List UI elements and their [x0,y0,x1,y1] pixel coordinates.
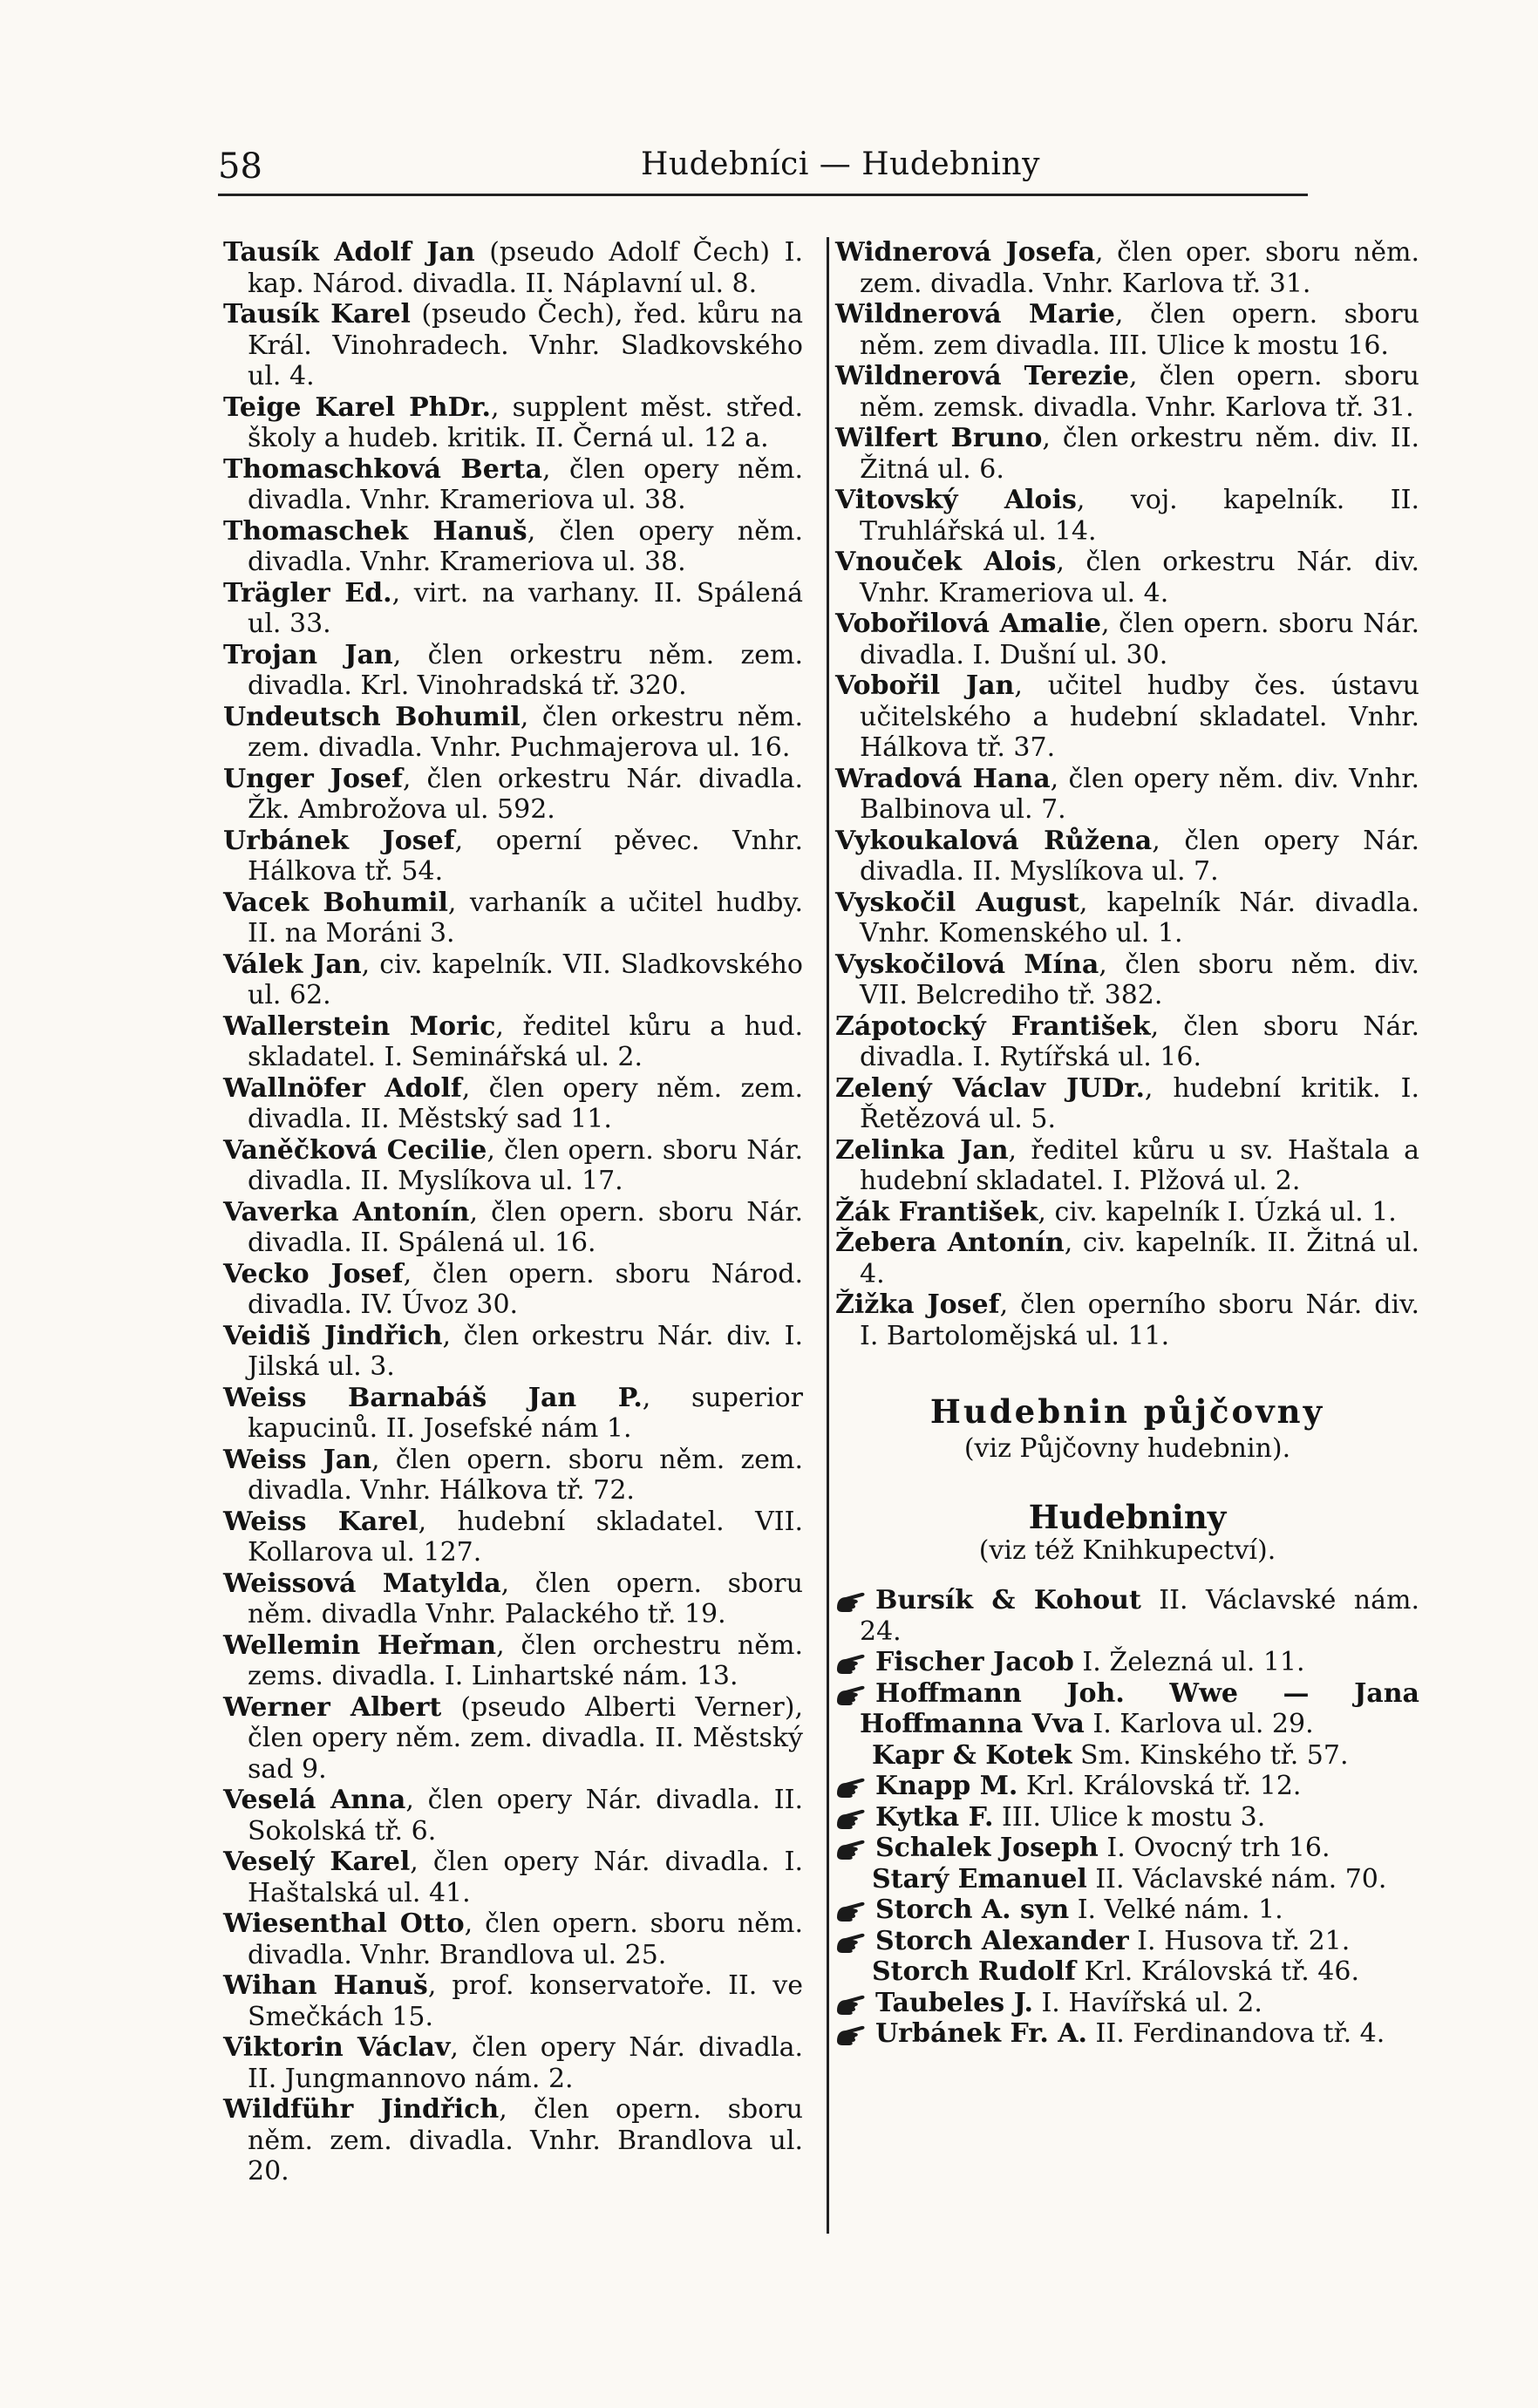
pointing-hand-icon [835,1838,872,1860]
entry-name: Vaněčková Cecilie [223,1134,487,1166]
entry-name: Trägler Ed. [223,577,392,609]
entry-details: , člen opery Nár. divadla. II. Jungmannovo nám. 2. [248,2032,803,2094]
directory-entry [835,670,1419,764]
entry-details: Sm. Kinského tř. 57. [1072,1739,1349,1771]
entry-name: Viktorin Václav [223,2032,451,2063]
entry-name: Žebera Antonín [835,1228,1065,1258]
directory-entry [223,1321,803,1383]
entry-details: Krl. Královská tř. 46. [1075,1956,1359,1987]
directory-entry [223,1970,803,2032]
entry-name: Zelinka Jan [835,1134,1009,1166]
entry-name: Starý Emanuel [872,1863,1087,1894]
entry-details: , člen orkestru Nár. divadla. Žk. Ambrožova ul. 592. [248,763,804,825]
entry-name: Storch Alexander [875,1925,1129,1956]
entry-name: Vyskočil August [835,887,1079,918]
directory-entry [835,1802,1419,1833]
entry-details: , hudební kritik. I. Řetězová ul. 5. [860,1072,1420,1134]
entry-details: I. Velké nám. 1. [1069,1894,1283,1925]
entry-name: Vobořilová Amalie [835,609,1101,639]
entry-details: , ředitel kůru u sv. Haštala a hudební skladatel. I. Plžová ul. 2. [860,1134,1419,1196]
directory-entry [223,1507,803,1568]
entry-name: Storch Rudolf [872,1956,1076,1987]
entry-name: Vaverka Antonín [223,1196,470,1228]
entry-details: , člen opery Nár. divadla. II. Sokolská tř. 6. [248,1785,803,1847]
entry-details: , člen opern. sboru něm. divadla. Vnhr. Brandlova ul. 25. [248,1908,803,1970]
directory-entry [223,1073,803,1135]
directory-entry [835,1135,1419,1197]
entry-name: Urbánek Fr. A. [875,2018,1087,2049]
pointing-hand-icon [835,1900,872,1922]
entry-name: Unger Josef [223,763,403,794]
section-title-rental: Hudebnin půjčovny [929,1392,1325,1431]
entry-details: , člen opery něm. zem. divadla. II. Městský sad 11. [248,1072,803,1134]
entry-name: Undeutsch Bohumil [223,701,521,732]
entry-details: , operní pěvec. Vnhr. Hálkova tř. 54. [248,825,803,887]
directory-entry [223,1259,803,1321]
entry-name: Schalek Joseph [875,1833,1099,1863]
entry-name: Weissová Matylda [223,1568,501,1599]
entry-name: Wildführ Jindřich [223,2094,500,2125]
entry-details: , člen sboru něm. div. VII. Belcrediho tř. 382. [860,949,1419,1010]
directory-entry [223,299,803,392]
entry-name: Vyskočilová Mína [835,949,1099,980]
header-rule [218,194,1308,196]
entry-name: Urbánek Josef [223,825,455,856]
directory-entry [835,361,1419,423]
directory-entry [835,1740,1419,1772]
entry-details: , člen orkestru něm. zem. divadla. Krl. Vinohradská tř. 320. [248,639,804,701]
pointing-hand-icon [835,1807,872,1830]
right-entries [835,237,1419,1351]
entry-details: (pseudo Adolf Čech) I. kap. Národ. divadla. II. Náplavní ul. 8. [248,237,803,299]
entry-name: Tausík Adolf Jan [223,237,475,268]
entry-name: Taubeles J. [875,1987,1033,2018]
entry-details: (pseudo Alberti Verner), člen opery něm. zem. divadla. II. Městský sad 9. [248,1691,803,1785]
pointing-hand-icon [835,1776,872,1799]
directory-entry [835,1678,1419,1740]
entry-name: Vnouček Alois [835,547,1057,577]
entry-name: Vecko Josef [223,1258,404,1289]
entry-name: Thomaschek Hanuš [223,515,527,547]
entry-details: , člen opern. sboru Národ. divadla. IV. Úvoz 30. [248,1258,803,1320]
entry-name: Thomaschková Berta [223,453,542,485]
directory-entry [835,1956,1419,1988]
directory-entry [835,1228,1419,1289]
entry-details: I. Ovocný trh 16. [1098,1833,1330,1863]
entry-name: Vitovský Alois [835,485,1077,515]
entry-name: Zelený Václav JUDr. [835,1072,1145,1104]
pointing-hand-icon [835,1652,872,1675]
entry-details: , člen opern. sboru něm. zem divadla. III. Ulice k mostu 16. [860,299,1419,361]
entry-details: , civ. kapelník. VII. Sladkovského ul. 62. [248,949,803,1010]
entry-name: Vykoukalová Růžena [835,825,1153,856]
directory-entry [223,1908,803,1970]
entry-details: , člen orkestru něm. zem. divadla. Vnhr. Puchmajerova ul. 16. [248,701,803,763]
entry-name: Wilfert Bruno [835,423,1043,453]
entry-name: Teige Karel PhDr. [223,391,492,423]
column-divider [827,237,829,2234]
directory-entry [223,578,803,640]
entry-name: Veselý Karel [223,1847,411,1877]
entry-details: III. Ulice k mostu 3. [993,1801,1266,1833]
directory-entry [223,949,803,1011]
directory-entry [835,485,1419,547]
directory-entry [835,764,1419,826]
directory-entry [223,640,803,702]
entry-details: , prof. konservatoře. II. ve Smečkách 15. [248,1970,803,2032]
directory-entry [223,1135,803,1197]
entry-name: Kapr & Kotek [872,1739,1072,1771]
directory-entry [835,2018,1419,2050]
entry-details: II. Václavské nám. 70. [1086,1863,1387,1894]
entry-details: , člen opern. sboru Nár. divadla. II. Spálená ul. 16. [248,1196,803,1258]
directory-entry [835,1926,1419,1957]
entry-details: , supplent měst. střed. školy a hudeb. kritik. II. Černá ul. 12 a. [248,391,803,453]
entry-details: , člen opery něm. div. Vnhr. Balbinova ul. 7. [860,763,1419,825]
entry-name: Widnerová Josefa [835,237,1096,268]
directory-entry [835,547,1419,609]
directory-entry [223,1568,803,1630]
entry-details: , ředitel kůru a hud. skladatel. I. Seminářská ul. 2. [248,1010,803,1072]
entry-details: , člen orkestru Nár. div. Vnhr. Krameriova ul. 4. [860,547,1419,609]
running-head: Hudebníci — Hudebniny [641,146,1040,182]
pointing-hand-icon [835,1931,872,1954]
entry-name: Bursík & Kohout [875,1585,1141,1616]
directory-entry [223,516,803,578]
directory-entry [835,1988,1419,2019]
entry-details: Krl. Královská tř. 12. [1017,1771,1302,1801]
directory-entry [835,1894,1419,1926]
entry-name: Wihan Hanuš [223,1970,428,2001]
entry-name: Trojan Jan [223,639,393,670]
section-note-music: (viz též Knihkupectví). [978,1534,1276,1566]
directory-entry [223,2094,803,2187]
directory-entry [835,1647,1419,1678]
entry-name: Wildnerová Terezie [835,361,1129,391]
music-entries [835,1585,1419,2050]
entry-name: Wradová Hana [835,763,1051,794]
right-column [835,237,1419,2050]
left-column [223,237,803,2187]
pointing-hand-icon [835,1684,872,1706]
entry-details: , virt. na varhany. II. Spálená ul. 33. [248,577,803,639]
directory-entry [223,702,803,764]
entry-details: I. Karlova ul. 29. [1084,1709,1314,1739]
entry-details: , člen opern. sboru něm. zem. divadla. Vnhr. Brandlova ul. 20. [248,2094,803,2187]
entry-details: , voj. kapelník. II. Truhlářská ul. 14. [860,485,1419,547]
entry-name: Vobořil Jan [835,670,1015,701]
entry-details: , člen opern. sboru Nár. divadla. I. Dušní ul. 30. [860,609,1420,670]
directory-entry [835,1289,1419,1351]
entry-name: Kytka F. [875,1801,994,1833]
entry-details: II. Ferdinandova tř. 4. [1086,2018,1385,2049]
entry-details: , hudební skladatel. VII. Kollarova ul. 127. [248,1506,803,1568]
entry-details: I. Havířská ul. 2. [1032,1987,1262,2018]
directory-entry [835,423,1419,485]
entry-name: Hoffmann Joh. Wwe — Jana Hoffmanna Vva [860,1677,1419,1739]
directory-entry [223,454,803,516]
directory-entry [835,1011,1419,1073]
entry-details: I. Železná ul. 11. [1073,1647,1305,1677]
directory-entry [835,1197,1419,1228]
directory-entry [223,392,803,454]
entry-details: , člen oper. sboru něm. zem. divadla. Vnhr. Karlova tř. 31. [860,237,1419,299]
entry-details: , člen opery něm. divadla. Vnhr. Krameriova ul. 38. [248,515,803,577]
entry-name: Fischer Jacob [875,1647,1074,1677]
directory-entry [223,1197,803,1259]
directory-entry [223,1011,803,1073]
entry-details: , civ. kapelník. II. Žitná ul. 4. [860,1228,1419,1289]
section-title-music: Hudebniny [1028,1498,1227,1536]
entry-name: Žižka Josef [835,1289,1000,1320]
entry-details: , varhaník a učitel hudby. II. na Moráni 3. [248,887,804,949]
entry-details: , člen opern. sboru něm. divadla Vnhr. Palackého tř. 19. [248,1568,803,1629]
directory-entry [835,237,1419,299]
directory-entry [835,826,1419,888]
directory-entry [835,299,1419,361]
entry-details: , člen orkestru něm. div. II. Žitná ul. 6. [860,423,1420,485]
entry-details: , člen orkestru Nár. div. I. Jilská ul. 3. [248,1320,803,1382]
entry-details: , člen sboru Nár. divadla. I. Rytířská ul. 16. [860,1010,1419,1072]
entry-name: Žák František [835,1196,1038,1228]
directory-entry [835,1771,1419,1802]
entry-name: Knapp M. [875,1771,1018,1801]
entry-name: Weiss Barnabáš Jan P. [223,1382,643,1413]
directory-entry [835,1073,1419,1135]
pointing-hand-icon [835,1590,872,1613]
entry-name: Tausík Karel [223,299,411,330]
directory-entry [835,949,1419,1011]
directory-entry [835,609,1419,670]
entry-name: Weiss Karel [223,1506,419,1537]
entry-details: , civ. kapelník I. Úzká ul. 1. [1038,1196,1397,1228]
page-number: 58 [218,146,262,187]
directory-entry [223,237,803,299]
entry-name: Wallerstein Moric [223,1010,496,1042]
directory-entry [223,1445,803,1507]
directory-entry [223,826,803,888]
entry-details: , člen operního sboru Nár. div. I. Bartolomějská ul. 11. [860,1289,1419,1351]
directory-entry [223,1847,803,1908]
entry-name: Weiss Jan [223,1444,372,1475]
entry-name: Veselá Anna [223,1785,406,1815]
entry-name: Werner Albert [223,1691,442,1723]
directory-entry [835,1864,1419,1895]
directory-entry [223,764,803,826]
entry-name: Veidiš Jindřich [223,1320,443,1351]
entry-details: , člen opery Nár. divadla. I. Haštalská ul. 41. [248,1847,803,1908]
directory-entry [223,1383,803,1445]
entry-name: Wallnöfer Adolf [223,1072,462,1104]
entry-name: Wiesenthal Otto [223,1908,465,1939]
pointing-hand-icon [835,2024,872,2046]
entry-details: , člen opery Nár. divadla. II. Myslíkova ul. 7. [860,825,1419,887]
directory-entry [223,1692,803,1786]
directory-entry [223,2032,803,2094]
entry-name: Válek Jan [223,949,362,980]
entry-details: , učitel hudby čes. ústavu učitelského a hudební skladatel. Vnhr. Hálkova tř. 37. [860,670,1419,763]
entry-details: I. Husova tř. 21. [1128,1925,1351,1956]
directory-entry [223,888,803,949]
directory-entry [835,888,1419,949]
entry-details: , kapelník Nár. divadla. Vnhr. Komenského ul. 1. [860,887,1419,949]
pointing-hand-icon [835,1993,872,2016]
directory-entry [223,1630,803,1692]
entry-details: , člen orchestru něm. zems. divadla. I. Linhartské nám. 13. [248,1629,803,1691]
entry-details: II. Václavské nám. 24. [860,1585,1419,1647]
entry-details: , člen opery něm. divadla. Vnhr. Krameriova ul. 38. [248,453,803,515]
entry-name: Wellemin Heřman [223,1629,497,1661]
entry-details: , člen opern. sboru něm. zemsk. divadla. Vnhr. Karlova tř. 31. [860,361,1419,423]
entry-name: Storch A. syn [875,1894,1070,1925]
entry-details: , člen opern. sboru Nár. divadla. II. Myslíkova ul. 17. [248,1134,803,1196]
directory-entry [835,1833,1419,1864]
section-note-rental: (viz Půjčovny hudebnin). [963,1432,1291,1464]
entry-details: , člen opern. sboru něm. zem. divadla. Vnhr. Hálkova tř. 72. [248,1444,803,1506]
entry-details: , superior kapucinů. II. Josefské nám 1. [248,1382,803,1444]
directory-entry [223,1785,803,1847]
entry-details: (pseudo Čech), řed. kůru na Král. Vinohradech. Vnhr. Sladkovského ul. 4. [248,299,803,391]
entry-name: Wildnerová Marie [835,299,1115,330]
directory-entry [835,1585,1419,1647]
entry-name: Vacek Bohumil [223,887,448,918]
entry-name: Zápotocký František [835,1010,1151,1042]
